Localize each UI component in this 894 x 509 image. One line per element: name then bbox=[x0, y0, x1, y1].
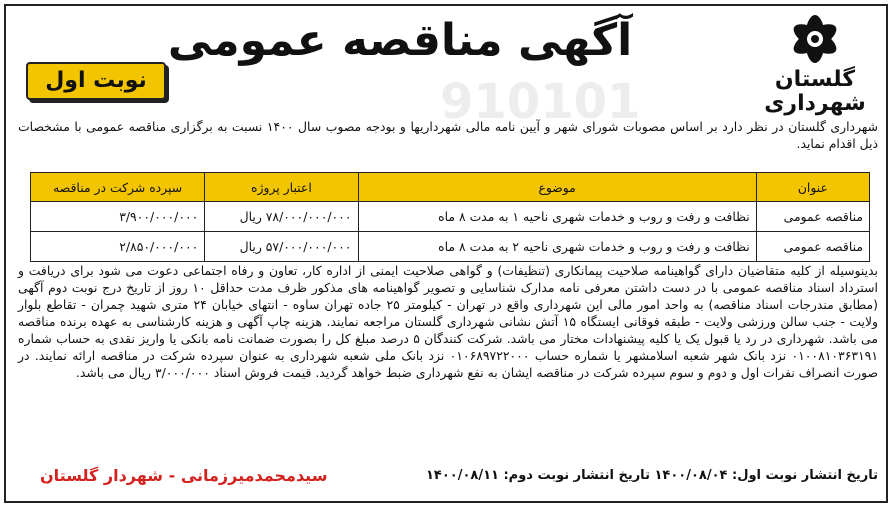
table-row bbox=[31, 202, 870, 232]
logo-text-golestan: گلستان bbox=[774, 67, 856, 92]
tender-table bbox=[30, 172, 870, 262]
cell-budget: ۵۷/۰۰۰/۰۰۰/۰۰۰ ریال bbox=[205, 232, 358, 262]
first-publication-badge: نوبت اول bbox=[26, 62, 166, 100]
signature: سیدمحمدمیرزمانی - شهردار گلستان bbox=[40, 466, 328, 485]
cell-budget: ۷۸/۰۰۰/۰۰۰/۰۰۰ ریال bbox=[205, 202, 358, 232]
header-subject: موضوع bbox=[358, 173, 756, 202]
cell-subject: نظافت و رفت و روب و خدمات شهری ناحیه ۲ به مدت ۸ ماه bbox=[358, 232, 756, 262]
header-title: عنوان bbox=[756, 173, 869, 202]
cell-deposit: ۳/۹۰۰/۰۰۰/۰۰۰ bbox=[31, 202, 205, 232]
cell-subject: نظافت و رفت و روب و خدمات شهری ناحیه ۱ به مدت ۸ ماه bbox=[358, 202, 756, 232]
header-deposit: سپرده شرکت در مناقصه bbox=[31, 173, 205, 202]
body-text: بدینوسیله از کلیه متقاضیان دارای گواهینامه صلاحیت پیمانکاری (تنظیفات) و گواهی صلاحیت ایمنی از اداره کار، تعاون و رفاه اجتماعی دعوت می شود برای دریافت و استرداد اسناد مناقصه عمومی با در دست داشتن معرفی نامه مدارک شناسایی و تصویر گواهینامه های مذکور ظرف مدت حداقل ۱۰ روز از تاریخ درج نوبت دوم آگهی (مطابق مندرجات اسناد مناقصه) به واحد امور مالی این شهرداری واقع در تهران - کیلومتر ۲۵ جاده تهران ساوه - انتهای خیابان ۲۴ متری شهید چمران - تقاطع بلوار ولایت - جنب سالن ورزشی ولایت - طبقه فوقانی ایستگاه ۱۵ آتش نشانی شهرداری گلستان مراجعه نمایند. هزینه چاپ آگهی و هزینه کارشناسی به عهده برنده مناقصه می باشد. شهرداری در رد یا قبول یک یا کلیه پیشنهادات مختار می باشد. شرکت کنندگان ۵ درصد مبلغ کل را بصورت ضمانت نامه بانکی یا واریز نقدی به حساب شماره ۰۱۰۰۸۱۰۳۶۳۱۹۱ نزد بانک شهر شعبه اسلامشهر یا شماره حساب ۰۱۰۶۸۹۷۲۲۰۰۰ نزد بانک ملی شعبه شهرداری به عنوان سپرده شرکت در مناقصه ارائه نمایند. در صورت انصراف نفرات اول و دوم و سوم سپرده شرکت در مناقصه ایشان به نفع شهرداری ضبط خواهد گردید. قیمت فروش اسناد ۳/۰۰۰/۰۰۰ ریال می باشد. bbox=[18, 263, 878, 380]
cell-title: مناقصه عمومی bbox=[756, 202, 869, 232]
cell-title: مناقصه عمومی bbox=[756, 232, 869, 262]
municipality-logo bbox=[750, 8, 880, 118]
watermark: 910101 bbox=[440, 74, 641, 130]
cell-deposit: ۲/۸۵۰/۰۰۰/۰۰۰ bbox=[31, 232, 205, 262]
logo-text-municipality: شهرداری bbox=[764, 91, 866, 116]
intro-text: شهرداری گلستان در نظر دارد بر اساس مصوبات شورای شهر و آیین نامه مالی شهرداریها و بودجه مصوب سال ۱۴۰۰ نسبت به برگزاری مناقصه عمومی با مشخصات ذیل اقدام نماید. bbox=[18, 119, 879, 151]
table-row bbox=[31, 232, 870, 262]
table-header-row bbox=[31, 173, 870, 202]
publication-dates: تاریخ انتشار نوبت اول: ۱۴۰۰/۰۸/۰۴ تاریخ انتشار نوبت دوم: ۱۴۰۰/۰۸/۱۱ bbox=[425, 468, 878, 483]
header-budget: اعتبار پروژه bbox=[205, 173, 358, 202]
page-title: آگهی مناقصه عمومی bbox=[167, 15, 633, 66]
